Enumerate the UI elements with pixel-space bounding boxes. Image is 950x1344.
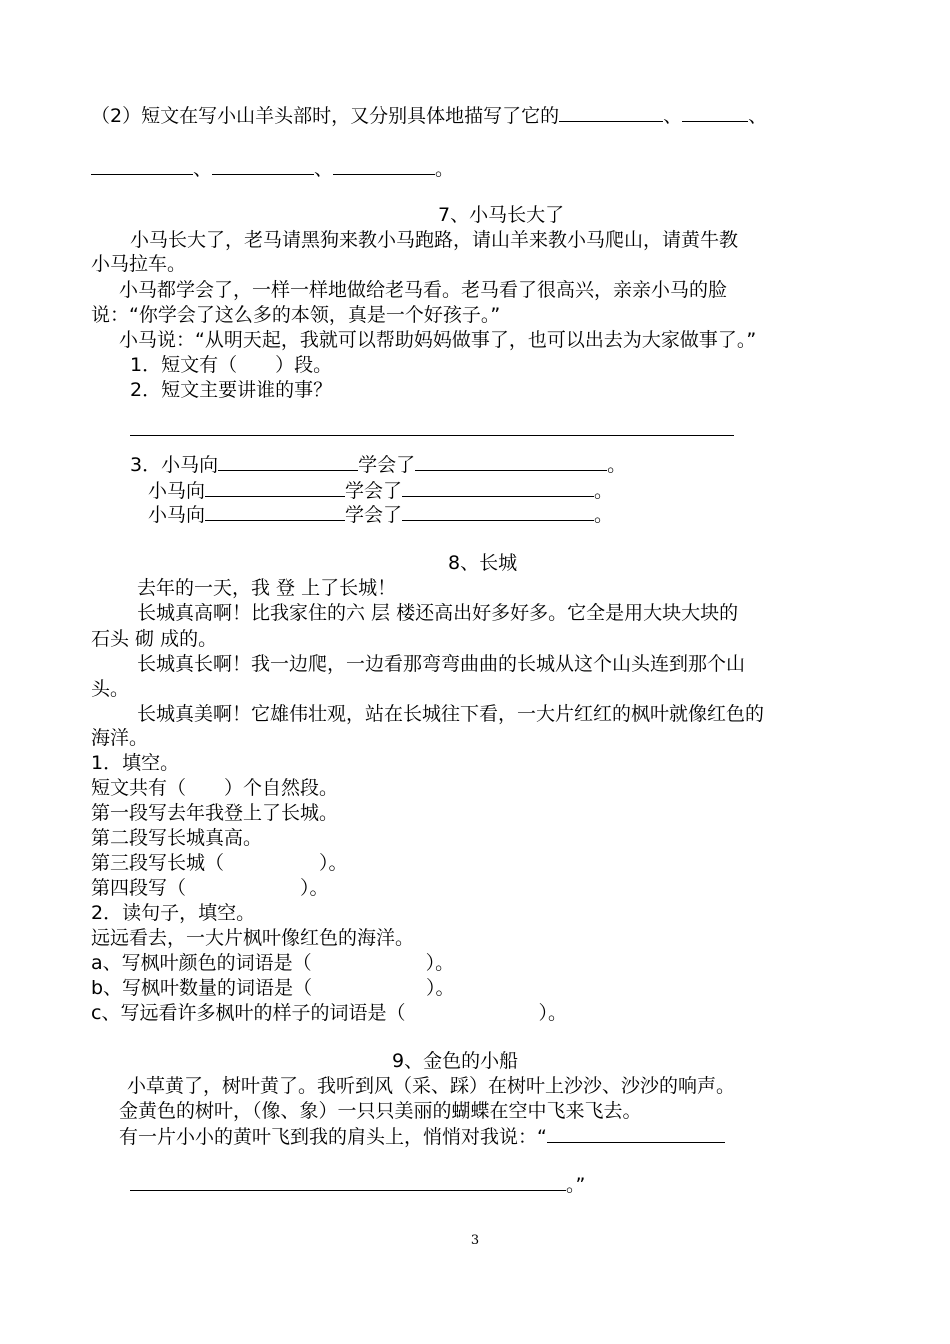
s8-paragraph-1: 去年的一天，我 登 上了长城！: [137, 577, 397, 599]
s7-paragraph-2b: 说：“你学会了这么多的本领，真是一个好孩子。”: [91, 304, 501, 326]
blank[interactable]: [402, 478, 594, 497]
s8-question-1: 1．填空。: [91, 752, 180, 774]
page-number: 3: [470, 1233, 480, 1248]
blank[interactable]: [682, 103, 748, 122]
q6-part2-line2: 、 、 。: [91, 156, 454, 181]
s7-question-3-row-2: 小马向 学会了 。: [148, 480, 614, 502]
s8-question-2: 2．读句子，填空。: [91, 902, 256, 924]
s7-paragraph-1a: 小马长大了，老马请黑狗来教小马跑路，请山羊来教小马爬山，请黄牛教: [130, 229, 739, 251]
s7-question-2: 2．短文主要讲谁的事？: [130, 379, 333, 401]
blank[interactable]: [547, 1124, 725, 1143]
s8-question-1a: 短文共有（ ）个自然段。: [91, 777, 339, 799]
blank[interactable]: [91, 156, 193, 175]
s9-paragraph-3: 有一片小小的黄叶飞到我的肩头上，悄悄对我说：“: [119, 1124, 725, 1149]
section-7-title: 7、小马长大了: [438, 204, 565, 226]
blank[interactable]: [212, 156, 314, 175]
s8-question-2b: b、写枫叶数量的词语是（ ）。: [91, 977, 455, 999]
blank[interactable]: [415, 452, 607, 471]
s8-question-2a: a、写枫叶颜色的词语是（ ）。: [91, 952, 455, 974]
blank[interactable]: [402, 502, 594, 521]
blank[interactable]: [218, 452, 358, 471]
s8-paragraph-2b: 石头 砌 成的。: [91, 628, 218, 650]
s8-paragraph-3b: 头。: [91, 678, 130, 700]
s8-question-1e: 第四段写（ ）。: [91, 877, 329, 899]
s8-question-1b: 第一段写去年我登上了长城。: [91, 802, 339, 824]
blank[interactable]: [559, 103, 663, 122]
s8-paragraph-4b: 海洋。: [91, 727, 149, 749]
blank[interactable]: [130, 1172, 566, 1191]
s7-paragraph-3: 小马说：“从明天起，我就可以帮助妈妈做事了，也可以出去为大家做事了。”: [119, 329, 757, 351]
answer-line[interactable]: [130, 435, 734, 436]
s8-question-2-sentence: 远远看去，一大片枫叶像红色的海洋。: [91, 927, 415, 949]
section-9-title: 9、金色的小船: [392, 1050, 519, 1072]
s8-question-2c: c、写远看许多枫叶的样子的词语是（ ）。: [91, 1002, 567, 1024]
s9-paragraph-2: 金黄色的树叶，（像、象）一只只美丽的蝴蝶在空中飞来飞去。: [119, 1100, 642, 1122]
s8-paragraph-3a: 长城真长啊！我一边爬，一边看那弯弯曲曲的长城从这个山头连到那个山: [137, 653, 746, 675]
q6-part2-line1: （2）短文在写小山羊头部时，又分别具体地描写了它的 、 、: [91, 105, 768, 127]
s8-paragraph-2a: 长城真高啊！比我家住的六 层 楼还高出好多好多。它全是用大块大块的: [137, 602, 739, 624]
s8-paragraph-4a: 长城真美啊！它雄伟壮观，站在长城往下看，一大片红红的枫叶就像红色的: [137, 703, 765, 725]
section-8-title: 8、长城: [448, 552, 518, 574]
s7-question-1: 1．短文有（ ）段。: [130, 354, 333, 376]
s9-paragraph-3-continued: 。”: [130, 1172, 585, 1197]
s7-paragraph-1b: 小马拉车。: [91, 253, 187, 275]
s9-paragraph-1: 小草黄了，树叶黄了。我听到风（采、踩）在树叶上沙沙、沙沙的响声。: [127, 1075, 736, 1097]
blank[interactable]: [205, 478, 345, 497]
s8-question-1c: 第二段写长城真高。: [91, 827, 263, 849]
s7-paragraph-2a: 小马都学会了，一样一样地做给老马看。老马看了很高兴，亲亲小马的脸: [119, 279, 728, 301]
s7-question-3-row-3: 小马向 学会了 。: [148, 504, 614, 526]
s8-question-1d: 第三段写长城（ ）。: [91, 852, 348, 874]
s7-question-3-row-1: 3．小马向 学会了 。: [130, 454, 627, 476]
blank[interactable]: [333, 156, 435, 175]
blank[interactable]: [205, 502, 345, 521]
